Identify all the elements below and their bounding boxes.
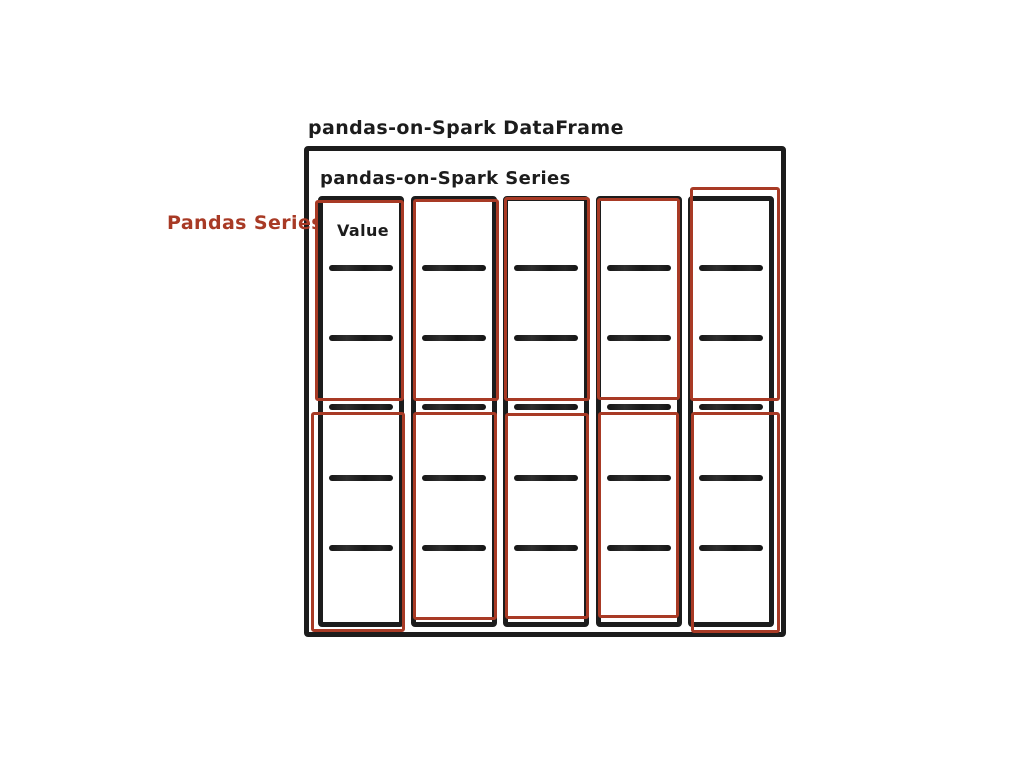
pandas-series-label: Pandas Series bbox=[167, 212, 323, 234]
pandas-series-outline bbox=[311, 412, 405, 632]
pandas-series-outline bbox=[598, 412, 679, 618]
pandas-on-spark-series-label: pandas-on-Spark Series bbox=[320, 168, 571, 189]
row-separator-mark bbox=[422, 404, 486, 410]
row-separator-mark bbox=[699, 404, 763, 410]
pandas-series-outline bbox=[315, 200, 404, 401]
pandas-series-outline bbox=[691, 412, 780, 633]
row-separator-mark bbox=[329, 404, 393, 410]
row-separator-mark bbox=[514, 404, 578, 410]
column-header-value: Value bbox=[337, 221, 390, 240]
row-separator-mark bbox=[607, 404, 671, 410]
pandas-series-outline bbox=[505, 413, 589, 619]
pandas-series-outline bbox=[504, 197, 590, 401]
pandas-series-outline bbox=[413, 199, 499, 401]
pandas-series-outline bbox=[413, 412, 497, 620]
dataframe-title: pandas-on-Spark DataFrame bbox=[308, 117, 624, 139]
pandas-series-outline bbox=[690, 187, 780, 401]
pandas-series-outline bbox=[597, 198, 680, 400]
